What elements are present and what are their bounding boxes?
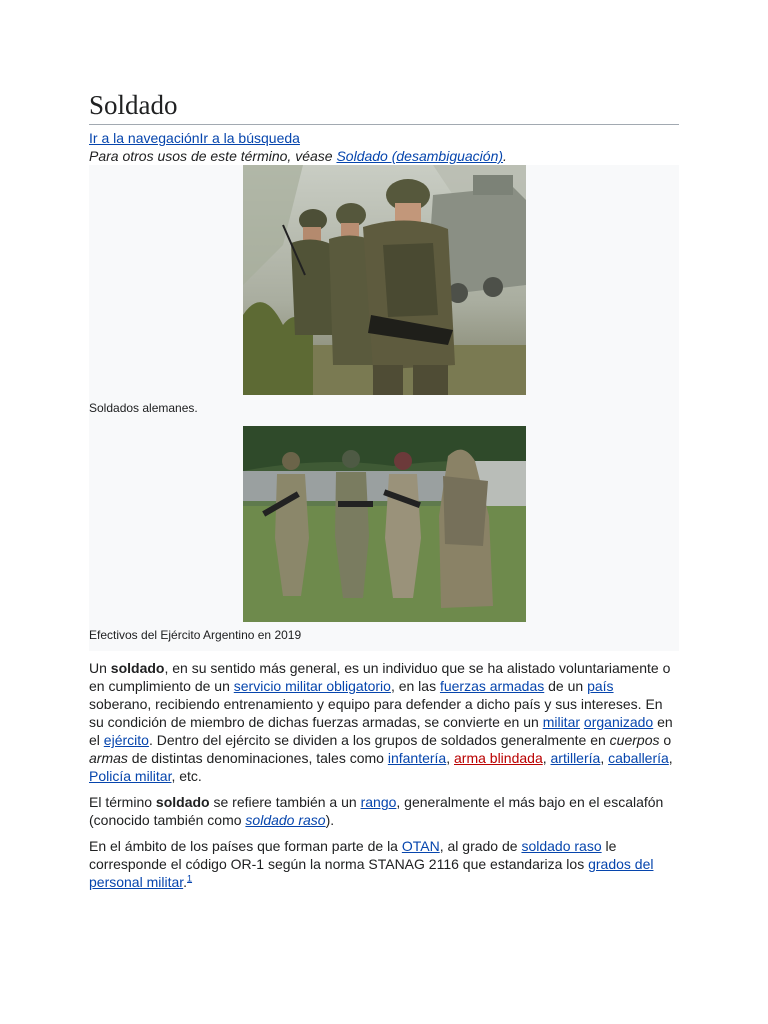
text: , <box>600 750 609 766</box>
link-caballeria[interactable]: caballería <box>608 750 669 766</box>
link-militar[interactable]: militar <box>542 714 581 730</box>
page-title: Soldado <box>89 88 679 125</box>
text: , etc. <box>171 768 202 784</box>
text: , en las <box>390 678 440 694</box>
text: , <box>668 750 673 766</box>
link-servicio-militar[interactable]: servicio militar obligatorio <box>233 678 391 694</box>
disambiguation-link[interactable]: Soldado (desambiguación) <box>336 148 504 164</box>
text: de distintas denominaciones, tales como <box>127 750 388 766</box>
text: , generalmente el más bajo en el escalafón (conocido también como <box>89 794 664 828</box>
figure-caption: Soldados alemanes. <box>89 401 198 415</box>
hatnote-text: Para otros usos de este término, véase <box>89 148 337 164</box>
link-soldado-raso[interactable]: soldado raso <box>245 812 326 828</box>
article <box>89 88 679 891</box>
text: Un <box>89 660 111 676</box>
paragraph-otan <box>89 837 679 891</box>
image-gallery <box>89 165 679 651</box>
link-otan[interactable]: OTAN <box>401 838 440 854</box>
text: En el ámbito de los países que forman parte de la <box>89 838 402 854</box>
hatnote <box>89 147 679 165</box>
hatnote-end: . <box>503 148 507 164</box>
link-infanteria[interactable]: infantería <box>387 750 447 766</box>
link-ejercito[interactable]: ejército <box>103 732 149 748</box>
bold-term: soldado <box>110 660 165 676</box>
text: ). <box>325 812 335 828</box>
link-arma-blindada[interactable]: arma blindada <box>454 750 543 766</box>
link-policia-militar[interactable]: Policía militar <box>89 768 172 784</box>
text: de un <box>544 678 588 694</box>
italic-term: cuerpos <box>609 732 660 748</box>
text: , al grado de <box>439 838 522 854</box>
link-fuerzas-armadas[interactable]: fuerzas armadas <box>439 678 545 694</box>
text: , <box>446 750 454 766</box>
italic-term: armas <box>89 750 128 766</box>
text: soberano, recibiendo entrenamiento y equipo para defender a dicho país y sus intereses. En su condición de miembro de dichas fuerzas armadas, se convierte en un <box>89 696 663 730</box>
link-pais[interactable]: país <box>587 678 614 694</box>
photo-argentine-soldiers[interactable] <box>243 426 526 622</box>
link-organizado[interactable]: organizado <box>583 714 654 730</box>
paragraph-rank <box>89 793 679 829</box>
text: El término <box>89 794 156 810</box>
text: , <box>542 750 551 766</box>
link-grados-personal-militar[interactable]: grados del personal militar <box>89 856 654 890</box>
text: . <box>183 874 188 890</box>
link-rango[interactable]: rango <box>360 794 397 810</box>
bold-term: soldado <box>155 794 210 810</box>
jump-links <box>89 129 679 147</box>
jump-to-navigation-link[interactable]: Ir a la navegación <box>89 130 200 146</box>
text: en el <box>89 714 673 748</box>
text: o <box>659 732 672 748</box>
link-artilleria[interactable]: artillería <box>550 750 601 766</box>
reference-link[interactable]: 1 <box>187 873 193 884</box>
link-soldado-raso[interactable]: soldado raso <box>521 838 602 854</box>
photo-german-soldiers[interactable] <box>243 165 526 395</box>
paragraph-intro <box>89 659 679 785</box>
text: le corresponde el código OR-1 según la norma STANAG 2116 que estandariza los <box>89 838 617 872</box>
figure-caption: Efectivos del Ejército Argentino en 2019 <box>89 628 302 642</box>
text: , en su sentido más general, es un individuo que se ha alistado voluntariamente o en cumplimiento de un <box>89 660 671 694</box>
text: se refiere también a un <box>209 794 361 810</box>
text: . Dentro del ejército se dividen a los grupos de soldados generalmente en <box>148 732 610 748</box>
jump-to-search-link[interactable]: Ir a la búsqueda <box>199 130 300 146</box>
